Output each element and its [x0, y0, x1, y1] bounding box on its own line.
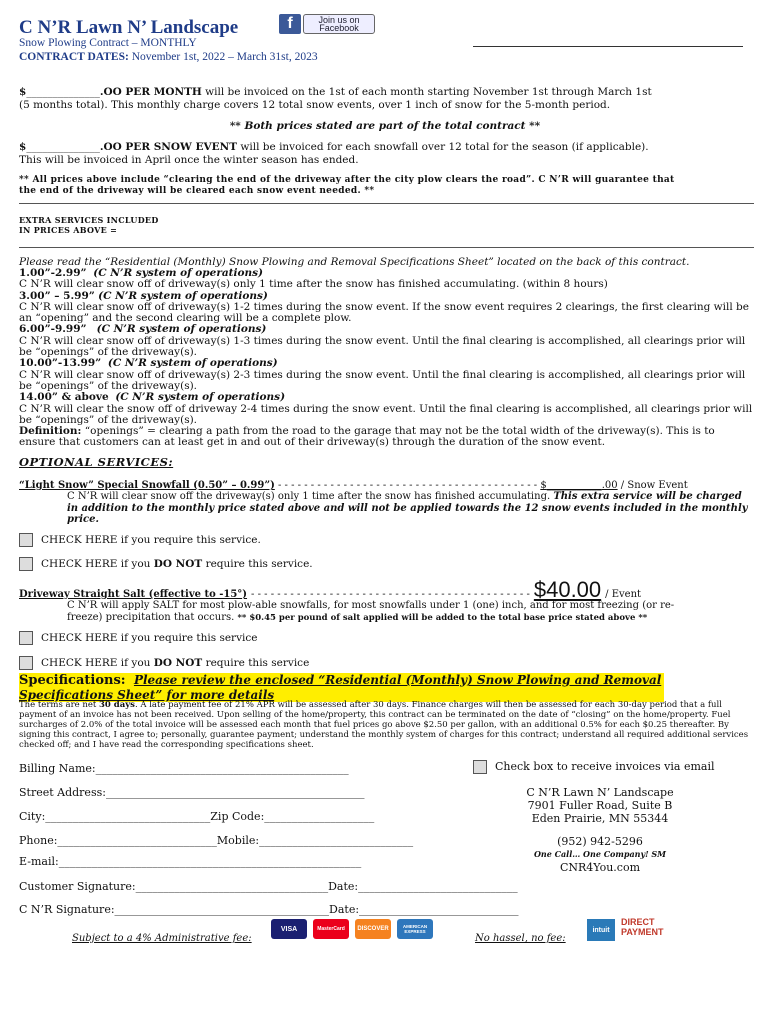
no-hassel-note: No hassel, no fee:	[475, 933, 566, 944]
salt-not-require-checkbox[interactable]	[19, 656, 33, 670]
salt-line: Driveway Straight Salt (effective to -15°) - - - - - - - - - - - - - - - - - - - - - - - - - - - - - - - - - - - - - - - - - - - $40.00 / Event	[19, 577, 642, 602]
divider	[19, 247, 754, 248]
level-3: 6.00”-9.99” (C N’R system of operations)	[19, 323, 267, 336]
level-1: 1.00”-2.99” (C N’R system of operations)	[19, 267, 264, 279]
admin-fee-note: Subject to a 4% Administrative fee:	[72, 933, 252, 944]
extra-services-label: EXTRA SERVICES INCLUDED IN PRICES ABOVE =	[19, 215, 159, 235]
prices-include-note: ** All prices above include “clearing the end of the driveway after the city plow clears the road”. C N’R will guarantee that the end of the driveway will be cleared each snow event needed. **	[19, 175, 675, 196]
mastercard-icon: MasterCard	[313, 919, 349, 939]
company-title: C N’R Lawn N’ Landscape	[19, 17, 239, 38]
cnr-signature-field[interactable]: C N’R Signature:_______________________________________Date:_____________________________	[19, 903, 519, 916]
light-not-require-checkbox[interactable]	[19, 557, 33, 571]
specifications-banner: Specifications: Please review the enclosed “Residential (Monthly) Snow Plowing and Removal Specifications Sheet” for more details	[19, 673, 664, 702]
city-zip-field[interactable]: City:______________________________Zip Code:____________________	[19, 810, 375, 823]
light-snow-description: C N’R will clear snow off the driveway(s) only 1 time after the snow has finished accumulating. This extra service will be charged in addition to the monthly price stated above and will not be applied towards the 12 snow events included in the monthly price.	[67, 491, 748, 525]
direct-payment-logo: DIRECT PAYMENT	[621, 917, 664, 937]
card-logos	[271, 919, 433, 939]
phone-mobile-field[interactable]: Phone:_____________________________Mobile:____________________________	[19, 834, 414, 847]
optional-services-heading: OPTIONAL SERVICES:	[19, 455, 174, 469]
terms-paragraph: The terms are net 30 days. A late payment fee of 21% APR will be assessed after 30 days. Finance charges will then be assessed for each 30-day period that a full payment of an invoice has not been received. Upon selling of the home/property, this contract can be terminated on the date of “closing” on the home/property. Fuel surcharges of 2.0% of the total invoice will be assessed each month that fuel prices go above $2.50 per gallon, with an additional 0.5% for each $0.25 thereafter. By signing this contract, I agree to; personally, guarantee payment; understand the monthly system of charges for this contract; understand all required additional services checked off; and I have read the corresponding specifications sheet.	[19, 700, 749, 750]
billing-name-field[interactable]: Billing Name:______________________________________________	[19, 762, 349, 775]
facebook-icon: f	[279, 14, 301, 34]
event-price-paragraph: $______________.OO PER SNOW EVENT will be invoiced for each snowfall over 12 total for the season (if applicable). This will be invoiced in April once the winter season has ended.	[19, 141, 649, 166]
facebook-badge[interactable]	[279, 14, 377, 34]
facebook-badge-text: Join us on Facebook	[303, 14, 375, 34]
level-5: 14.00” & above (C N’R system of operations)	[19, 391, 286, 404]
level-2: 3.00” – 5.99” (C N’R system of operations)	[19, 289, 268, 302]
contract-dates: CONTRACT DATES: November 1st, 2022 – March 31st, 2023	[19, 51, 318, 63]
operations-intro: Please read the “Residential (Monthly) Snow Plowing and Removal Specifications Sheet” located on the back of this contract.	[19, 256, 690, 268]
operations-levels: 1.00”-2.99” (C N’R system of operations) C N’R will clear snow off of driveway(s) only 1 time after the snow has finished accumulating. (within 8 hours) 3.00” – 5.99” (C N’R system of operations) C N’R will clear snow off of driveway(s) 1-2 times during the snow event. If the snow event requires 2 clearings, the first clearing will be an “opening” and the second clearing will be a complete plow. 6.00”-9.99” (C N’R system of operations) C N’R will clear snow off of driveway(s) 1-3 times during the snow event. Until the final clearing is accomplished, all clearings prior will be “openings” of the driveway(s). 10.00”-13.99” (C N’R system of operations) C N’R will clear snow off of driveway(s) 2-3 times during the snow event. Until the final clearing is accomplished, all clearings prior will be “openings” of the driveway(s). 14.00” & above (C N’R system of operations) C N’R will clear the snow off of driveway 2-4 times during the snow event. Until the final clearing is accomplished, all clearings prior will be “openings” of the driveway(s). Definition: “openings” = clearing a path from the road to the garage that may not be the total width of the driveway(s). This is to ensure that customers can at least get in and out of their driveway(s) through the duration of the snow event.	[19, 267, 753, 449]
email-invoice-checkbox[interactable]	[473, 760, 487, 774]
salt-not-require-row: CHECK HERE if you DO NOT require this service	[19, 656, 309, 670]
salt-price: $40.00	[533, 577, 602, 602]
salt-require-row: CHECK HERE if you require this service	[19, 631, 257, 645]
definition: Definition: “openings” = clearing a path from the road to the garage that may not be the total width of the driveway(s). This is to ensure that customers can at least get in and out of their driveway(s) through the duration of the snow event.	[19, 425, 715, 449]
visa-icon: VISA	[271, 919, 307, 939]
light-not-require-row: CHECK HERE if you DO NOT require this service.	[19, 557, 313, 571]
discover-icon: DISCOVER	[355, 919, 391, 939]
amex-icon: AMERICAN EXPRESS	[397, 919, 433, 939]
email-field[interactable]: E-mail:_______________________________________________________	[19, 855, 362, 868]
salt-description: C N’R will apply SALT for most plow-able snowfalls, for most snowfalls under 1 (one) inch, and for most freezing (or re- freeze) precipitation that occurs. ** $0.45 per pound of salt applied will be added to the total base price stated above **	[67, 600, 675, 623]
header-blank-line	[473, 46, 743, 47]
monthly-price-paragraph: $______________.OO PER MONTH will be invoiced on the 1st of each month starting November 1st through March 1st (5 months total). This monthly charge covers 12 total snow events, over 1 inch of snow for the 5-month period.	[19, 86, 652, 111]
salt-require-checkbox[interactable]	[19, 631, 33, 645]
light-snow-line: “Light Snow” Special Snowfall (0.50” – 0.99”) - - - - - - - - - - - - - - - - - - - - - - - - - - - - - - - - - - - - - - - - $___________.00 / Snow Event	[19, 480, 688, 491]
company-info: C N’R Lawn N’ Landscape 7901 Fuller Road, Suite B Eden Prairie, MN 55344 (952) 942-5296 One Call… One Company! SM CNR4You.com	[526, 786, 674, 874]
level-4: 10.00”-13.99” (C N’R system of operations)	[19, 357, 278, 370]
divider	[19, 203, 754, 204]
light-require-row: CHECK HERE if you require this service.	[19, 533, 261, 547]
intuit-icon: intuit	[587, 919, 615, 941]
customer-signature-field[interactable]: Customer Signature:___________________________________Date:_____________________________	[19, 880, 518, 893]
street-address-field[interactable]: Street Address:_______________________________________________	[19, 786, 365, 799]
light-require-checkbox[interactable]	[19, 533, 33, 547]
both-prices-note: ** Both prices stated are part of the total contract **	[229, 120, 541, 132]
contract-subtitle: Snow Plowing Contract – MONTHLY	[19, 37, 197, 49]
email-invoice-row: Check box to receive invoices via email	[473, 760, 715, 774]
